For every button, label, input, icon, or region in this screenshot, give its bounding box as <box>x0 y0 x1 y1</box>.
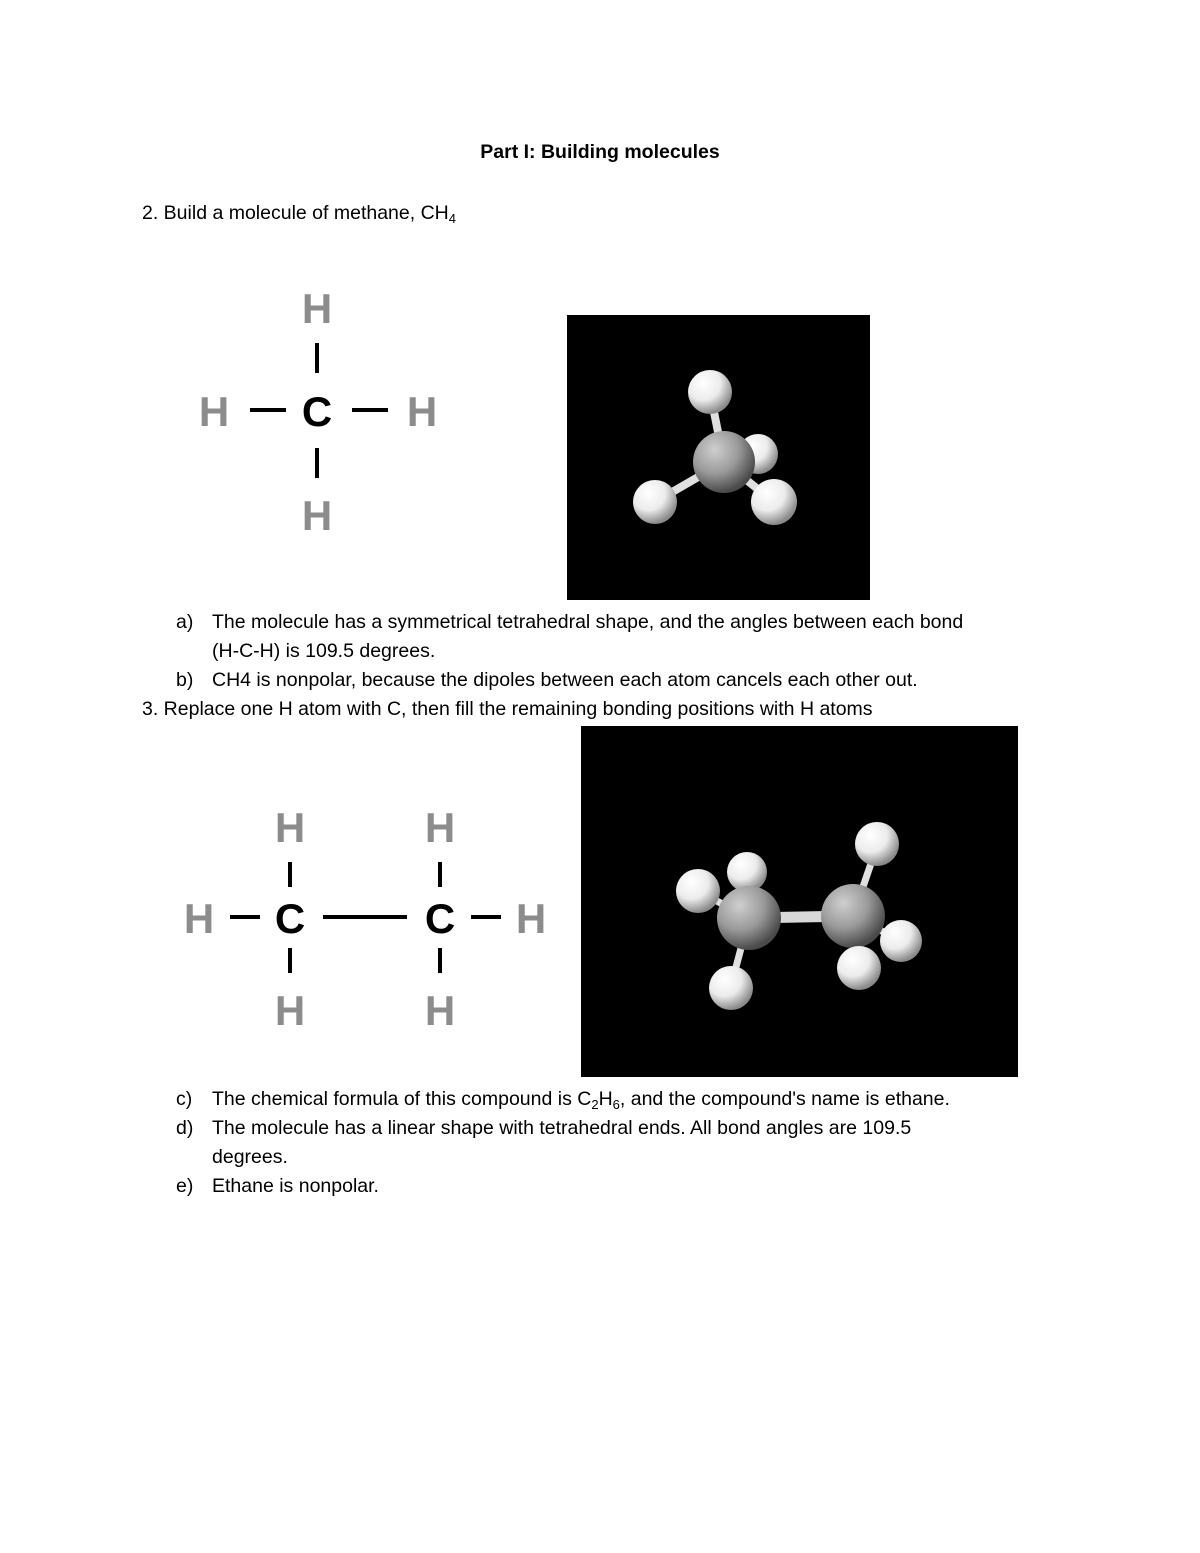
methane-h-top: H <box>301 285 333 332</box>
answer-a-line2: (H-C-H) is 109.5 degrees. <box>212 640 436 662</box>
answer-d-label: d) <box>176 1117 194 1139</box>
methane-3d-h-top <box>688 370 732 414</box>
ethane-lewis-structure <box>175 795 555 1040</box>
question-2-text: 2. Build a molecule of methane, CH <box>142 202 449 224</box>
section-title: Part I: Building molecules <box>480 141 720 163</box>
answer-c-pre: The chemical formula of this compound is C <box>212 1088 592 1110</box>
ethane-h-left: H <box>183 895 215 942</box>
ethane-h-bottom-right: H <box>424 987 456 1034</box>
ethane-3d-c-left <box>717 886 781 950</box>
answer-d-line1: The molecule has a linear shape with tetrahedral ends. All bond angles are 109.5 <box>212 1117 912 1139</box>
ethane-3d-h-top-right <box>855 822 899 866</box>
methane-3d-h-left <box>633 480 677 524</box>
answer-e-text: Ethane is nonpolar. <box>212 1175 379 1197</box>
methane-lewis-structure <box>190 280 450 540</box>
ethane-3d-h-bottom-right <box>837 946 881 990</box>
ethane-h-bottom-left: H <box>274 987 306 1034</box>
question-3: 3. Replace one H atom with C, then fill the remaining bonding positions with H atoms <box>142 698 873 720</box>
answer-b <box>176 666 1056 695</box>
answer-c-post: , and the compound's name is ethane. <box>619 1088 950 1110</box>
question-2-subscript: 4 <box>448 211 456 226</box>
answer-e-label: e) <box>176 1175 194 1197</box>
answer-d-text <box>212 1114 1062 1172</box>
ethane-h-right: H <box>515 895 547 942</box>
answer-c-mid: H <box>598 1088 613 1110</box>
ethane-c-right: C <box>424 895 456 942</box>
answer-c-text <box>212 1085 1062 1114</box>
ethane-3d-c-right <box>821 884 885 948</box>
ethane-h-top-right: H <box>424 804 456 851</box>
answer-c <box>176 1085 1056 1114</box>
ethane-3d-h-back-left <box>727 852 767 892</box>
answer-a <box>176 608 1056 666</box>
ethane-3d-model <box>581 726 1018 1077</box>
ethane-3d-h-left <box>676 869 720 913</box>
methane-3d-c <box>693 431 755 493</box>
question-2 <box>142 199 456 228</box>
answer-e <box>176 1172 1056 1201</box>
answer-c-label: c) <box>176 1088 193 1110</box>
methane-c-center: C <box>301 388 333 435</box>
answer-d-line2: degrees. <box>212 1146 288 1168</box>
answer-a-text <box>212 608 1062 666</box>
ethane-h-top-left: H <box>274 804 306 851</box>
methane-h-right: H <box>406 388 438 435</box>
answer-a-line1: The molecule has a symmetrical tetrahedral shape, and the angles between each bond <box>212 611 964 633</box>
answer-b-text: CH4 is nonpolar, because the dipoles between each atom cancels each other out. <box>212 669 918 691</box>
methane-h-bottom: H <box>301 492 333 539</box>
ethane-3d-h-bottom-left <box>709 966 753 1010</box>
methane-3d-model <box>567 315 870 600</box>
answer-b-label: b) <box>176 669 194 691</box>
ethane-c-left: C <box>274 895 306 942</box>
answer-a-label: a) <box>176 611 194 633</box>
answer-c-sub1: 2 <box>591 1097 599 1112</box>
answer-d <box>176 1114 1056 1172</box>
methane-3d-h-right <box>751 479 797 525</box>
ethane-3d-h-back-right <box>880 920 922 962</box>
methane-h-left: H <box>198 388 230 435</box>
answer-c-sub2: 6 <box>612 1097 620 1112</box>
